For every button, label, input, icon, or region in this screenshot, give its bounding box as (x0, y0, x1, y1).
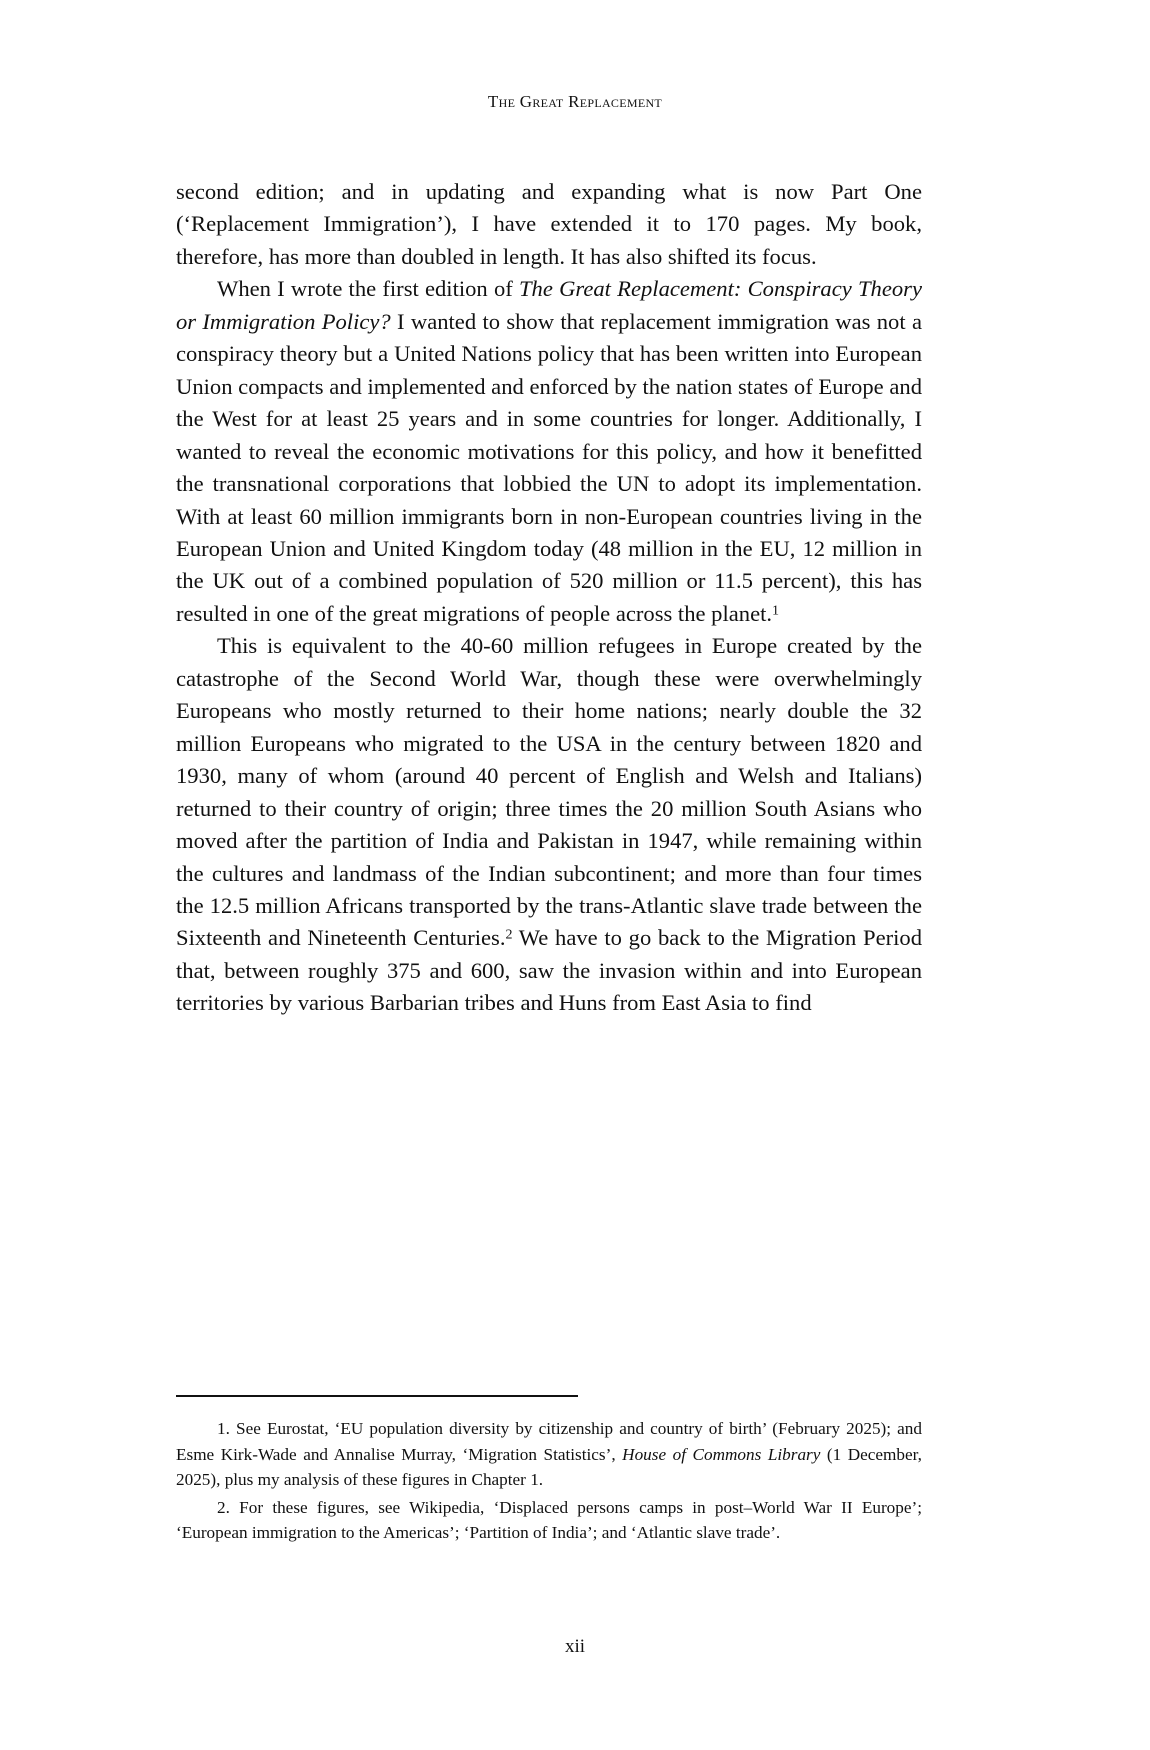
italic-title: House of Commons Library (622, 1444, 821, 1464)
italic-title: The Great Replacement: Conspiracy Theory or Immigration Policy? (176, 276, 922, 334)
text-run: We have to go back to the Migration Period that, between roughly 375 and 600, saw the invasion within and into European territories by various Barbarian tribes and Huns from East Asia to find (176, 925, 922, 1016)
text-run: 2. For these figures, see Wikipedia, ‘Displaced persons camps in post–World War II Europe’; ‘European immigration to the Americas’; ‘Partition of India’; and ‘Atlantic slave trade’. (176, 1497, 922, 1542)
text-run: 1. See Eurostat, ‘EU population diversity by citizenship and country of birth’ (February 2025); and Esme Kirk-Wade and Annalise Murray, ‘Migration Statistics’, (176, 1419, 922, 1464)
footnote-separator (176, 1395, 578, 1397)
text-run: second edition; and in updating and expanding what is now Part One (‘Replacement Immigration’), I have extended it to 170 pages. My book, therefore, has more than doubled in length. It has also shifted its focus. (176, 179, 922, 269)
footnote-reference: 1 (772, 603, 780, 619)
page-number: xii (564, 1636, 586, 1657)
footnote (176, 1495, 922, 1546)
footnote (176, 1416, 922, 1493)
body-text (176, 176, 922, 1020)
text-run: I wanted to show that replacement immigration was not a conspiracy theory but a United Nations policy that has been written into European Union compacts and implemented and enforced by the nation states of Europe and the West for at least 25 years and in some countries for longer. Additionally, I wanted to reveal the economic motivations for this policy, and how it benefitted the transnational corporations that lobbied the UN to adopt its implementation. With at least 60 million immigrants born in non-European countries living in the European Union and United Kingdom today (48 million in the EU, 12 million in the UK out of a combined population of 520 million or 11.5 percent), this has resulted in one of the great migrations of people across the planet. (176, 308, 922, 626)
running-head: The Great Replacement (487, 92, 663, 111)
footnotes (176, 1416, 922, 1548)
paragraph (176, 630, 922, 1019)
text-run: When I wrote the first edition of (217, 276, 519, 302)
text-run: (1 December, 2025), plus my analysis of these figures in Chapter 1. (176, 1444, 922, 1489)
paragraph (176, 273, 922, 630)
text-run: This is equivalent to the 40-60 million refugees in Europe created by the catastrophe of the Second World War, though these were overwhelmingly Europeans who mostly returned to their home nations; nearly double the 32 million Europeans who migrated to the USA in the century between 1820 and 1930, many of whom (around 40 percent of English and Welsh and Italians) returned to their country of origin; three times the 20 million South Asians who moved after the partition of India and Pakistan in 1947, while remaining within the cultures and landmass of the Indian subcontinent; and more than four times the 12.5 million Africans transported by the trans-Atlantic slave trade between the Sixteenth and Nineteenth Centuries. (176, 633, 922, 951)
footnote-reference: 2 (505, 928, 513, 944)
paragraph (176, 176, 922, 273)
